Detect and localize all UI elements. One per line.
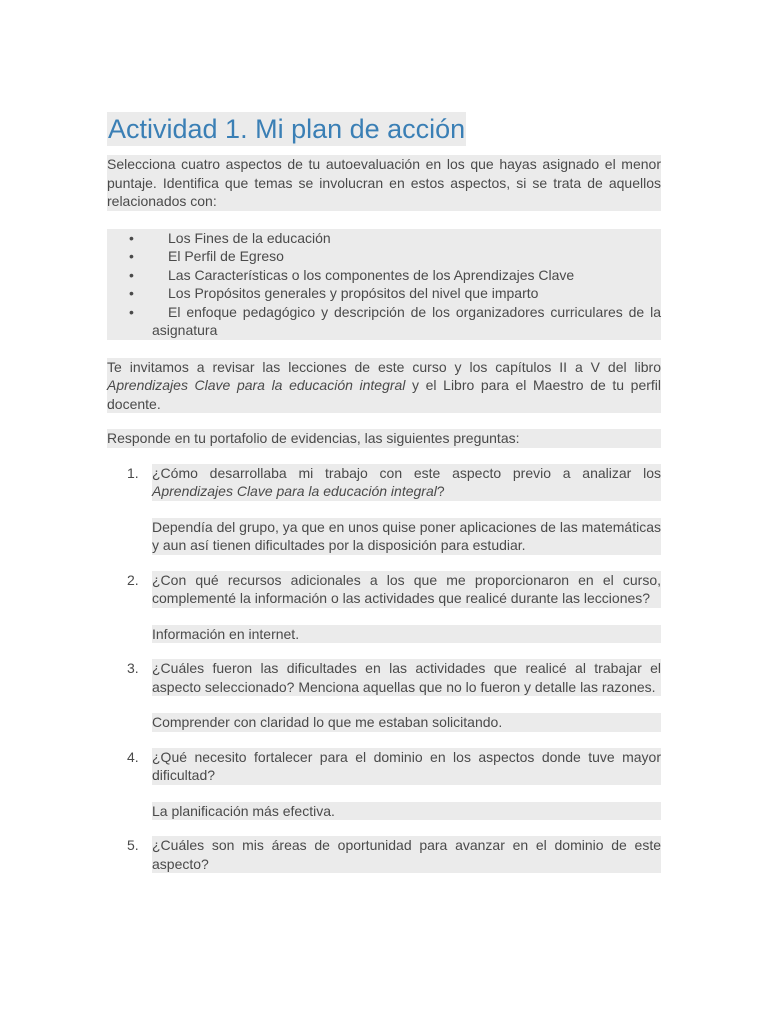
bullet-icon: •: [129, 266, 134, 283]
answer-text: Información en internet.: [152, 625, 661, 644]
respond-paragraph: Responde en tu portafolio de evidencias, las siguientes preguntas:: [107, 429, 661, 448]
answer-text: Comprender con claridad lo que me estaban solicitando.: [152, 713, 661, 732]
list-item: • El Perfil de Egreso: [129, 248, 284, 264]
question-text: ¿Cuáles son mis áreas de oportunidad para avanzar en el dominio de este aspecto?: [152, 837, 661, 872]
list-item: • Los Propósitos generales y propósitos del nivel que imparto: [129, 285, 539, 301]
question-number: 1.: [127, 464, 139, 481]
list-item: • Las Características o los componentes de los Aprendizajes Clave: [129, 266, 575, 283]
question-item: [107, 748, 661, 821]
question-text: ¿Cómo desarrollaba mi trabajo con este aspecto previo a analizar los Aprendizajes Clave para la educación integral?: [152, 464, 661, 499]
book-title: Aprendizajes Clave para la educación integral: [107, 377, 406, 393]
question-number: 4.: [127, 748, 139, 765]
answer-text: Dependía del grupo, ya que en unos quise poner aplicaciones de las matemáticas y aun así tienen dificultades por la disposición para estudiar.: [152, 518, 661, 553]
question-text: ¿Qué necesito fortalecer para el dominio en los aspectos donde tuve mayor dificultad?: [152, 748, 661, 783]
question-number: 3.: [127, 660, 139, 676]
question-text: ¿Con qué recursos adicionales a los que me proporcionaron en el curso, complementé la información o las actividades que realicé durante las lecciones?: [152, 571, 661, 606]
page-title: Actividad 1. Mi plan de acción: [108, 114, 466, 144]
question-number: 5.: [127, 837, 139, 853]
question-item: [107, 464, 661, 555]
answer-text: La planificación más efectiva.: [152, 802, 661, 821]
question-item: [107, 571, 661, 644]
list-item: • El enfoque pedagógico y descripción de los organizadores curriculares de la asignatura: [129, 303, 661, 338]
bullet-icon: •: [129, 285, 134, 301]
questions-list: [107, 464, 661, 874]
question-item: [107, 659, 661, 732]
bullet-icon: •: [129, 248, 134, 264]
bullet-icon: •: [129, 229, 134, 246]
bullet-icon: •: [129, 303, 134, 320]
list-item: • Los Fines de la educación: [129, 229, 331, 246]
question-number: 2.: [127, 571, 139, 588]
aspects-list: [107, 229, 661, 340]
document-page: [107, 112, 661, 889]
question-text: ¿Cuáles fueron las dificultades en las actividades que realicé al trabajar el aspecto seleccionado? Menciona aquellas que no lo fueron y detalle las razones.: [152, 660, 661, 695]
intro-paragraph: Selecciona cuatro aspectos de tu autoevaluación en los que hayas asignado el menor puntaje. Identifica que temas se involucran en estos aspectos, si se trata de aquellos relacionados con:: [107, 156, 661, 209]
question-item: [107, 836, 661, 873]
invite-paragraph: Te invitamos a revisar las lecciones de este curso y los capítulos II a V del libro Aprendizajes Clave para la educación integral y el Libro para el Maestro de tu perfil docente.: [107, 358, 662, 412]
